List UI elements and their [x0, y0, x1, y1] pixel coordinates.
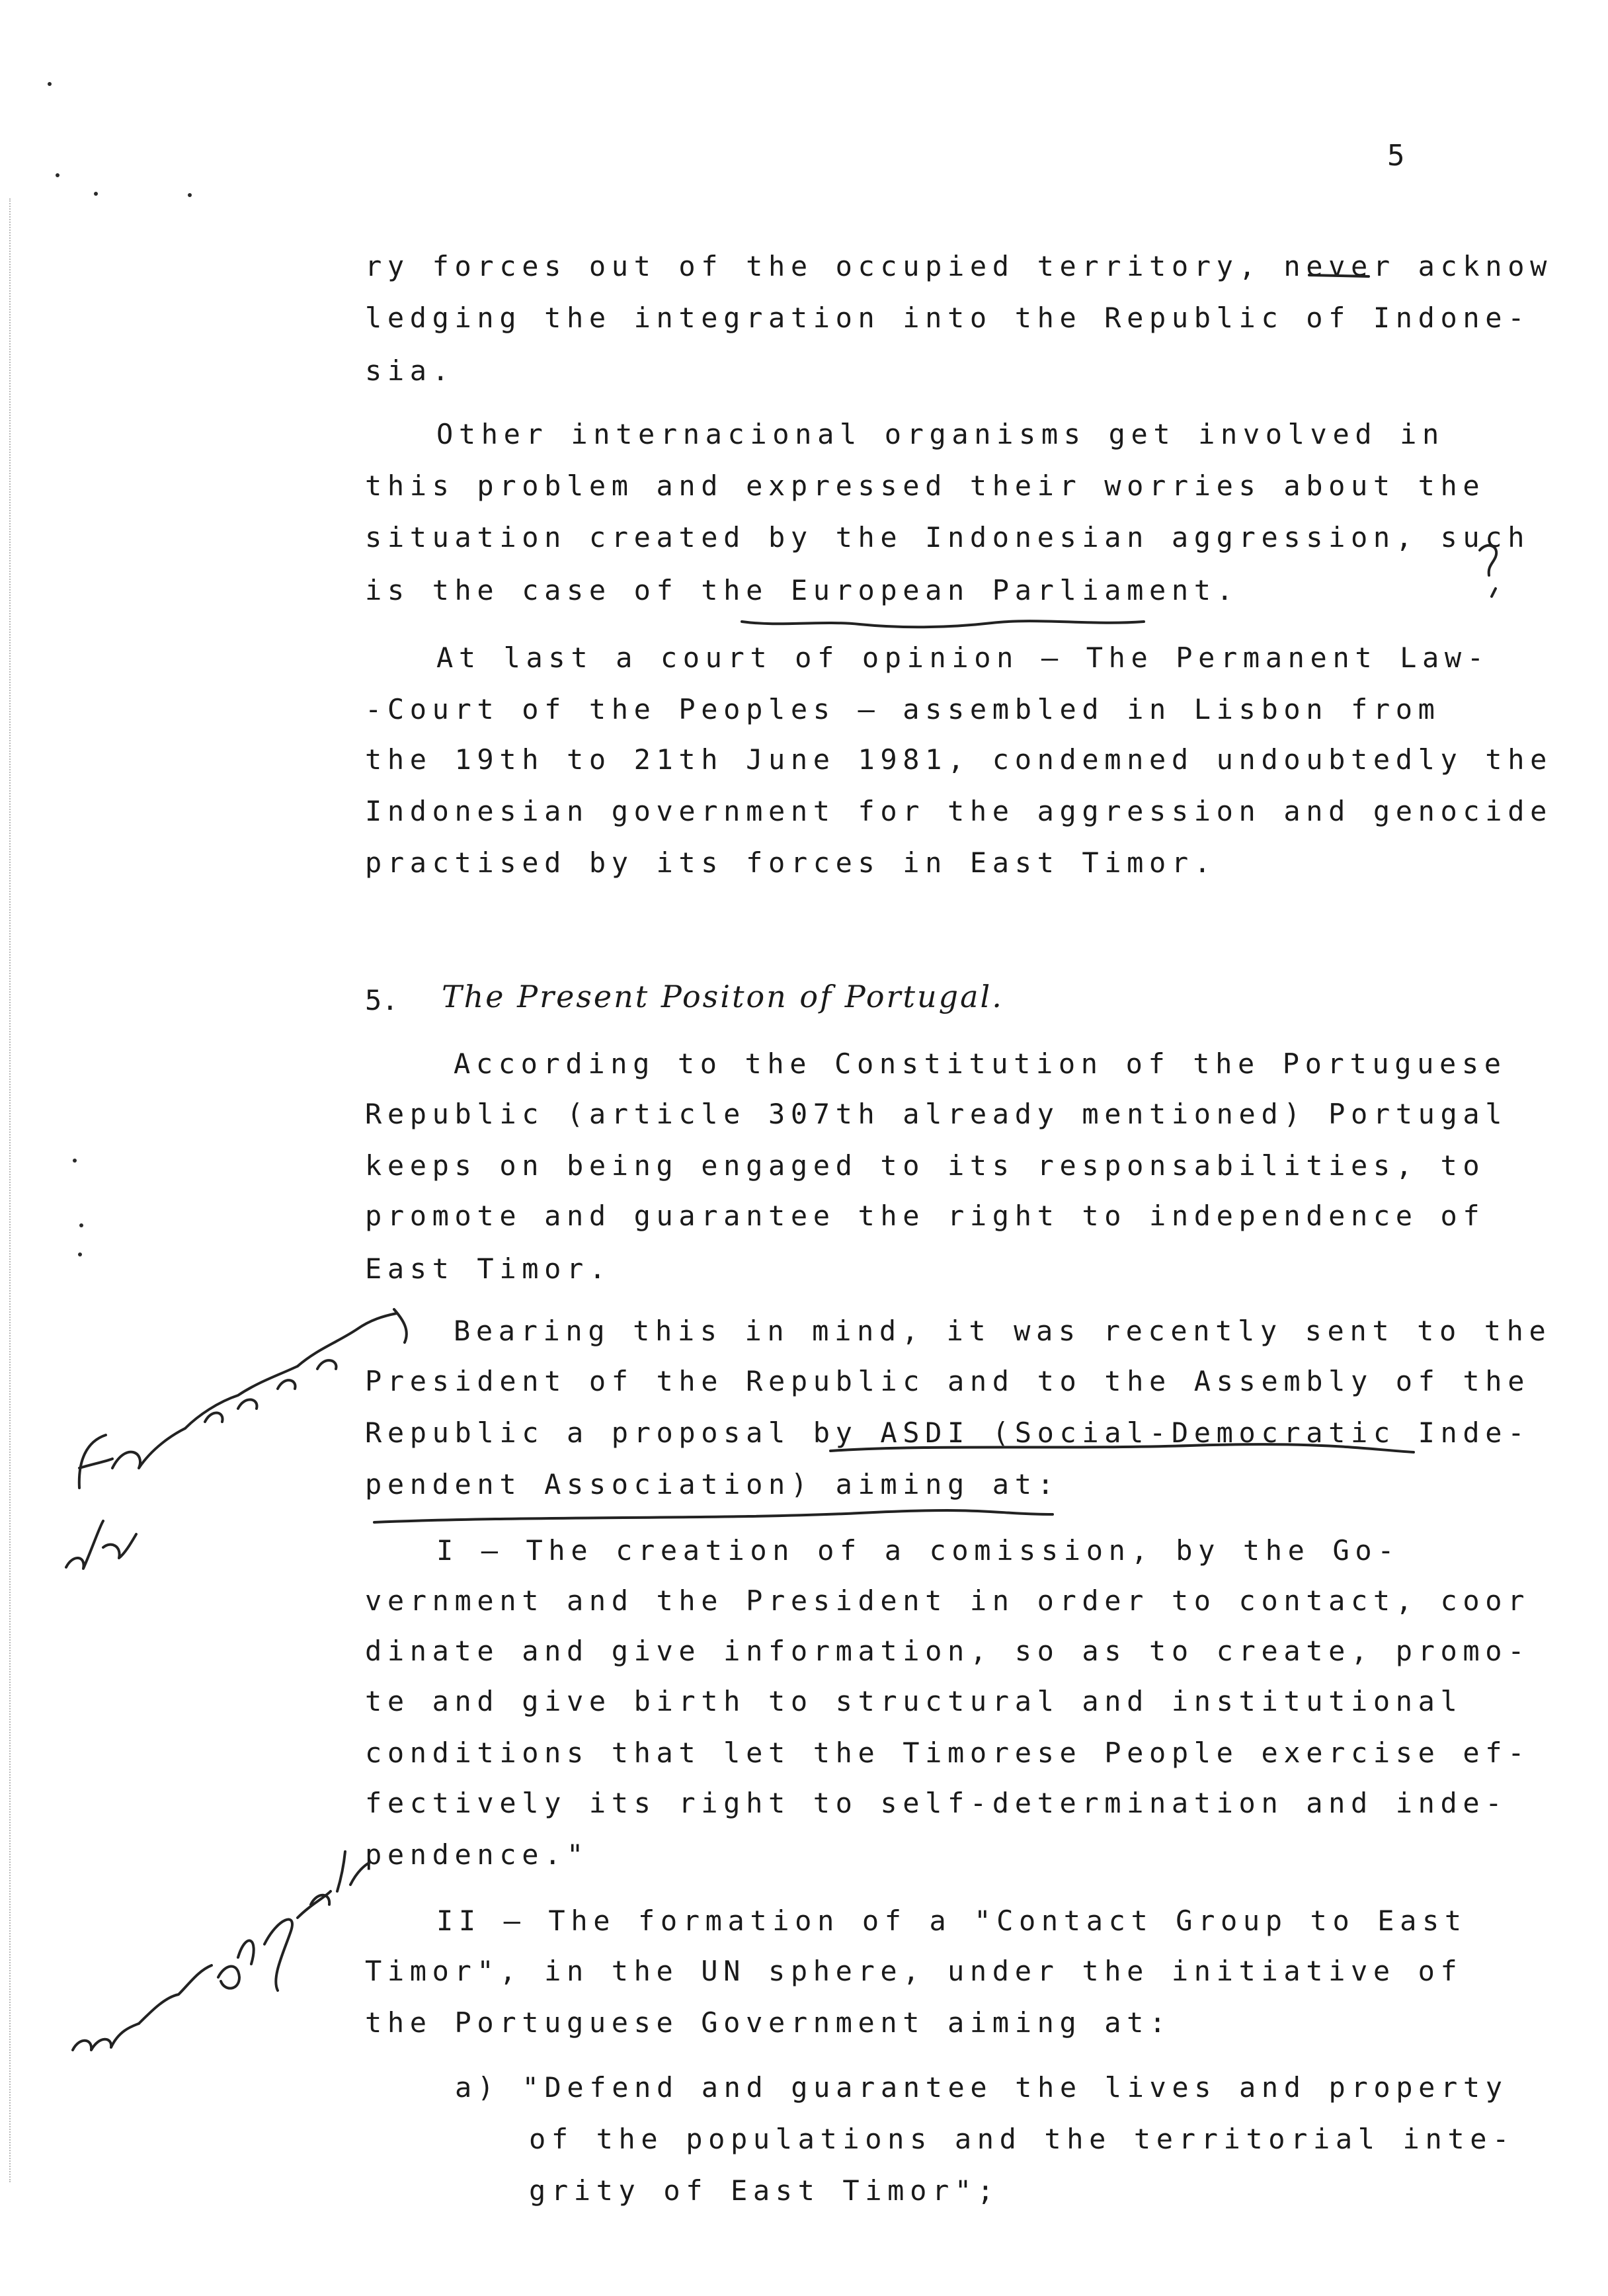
handwriting-scribble	[298, 1313, 397, 1366]
handwriting-scribble	[264, 1891, 331, 1990]
body-line: According to the Constitution of the Portuguese	[454, 1047, 1507, 1080]
handwriting-scribble	[185, 1366, 298, 1428]
handwriting-scribble	[218, 1941, 254, 1988]
underline-stroke	[742, 621, 1144, 627]
body-line: te and give birth to structural and institutional	[365, 1685, 1463, 1717]
underline-stroke	[374, 1510, 1053, 1522]
body-line: grity of East Timor";	[529, 2174, 1000, 2207]
body-line: vernment and the President in order to contact, coor	[365, 1584, 1531, 1617]
handwriting-scribble	[112, 1428, 185, 1468]
body-line: At last a court of opinion — The Permanent Law-	[436, 641, 1490, 674]
body-line: conditions that let the Timorese People exercise ef-	[365, 1737, 1531, 1769]
body-line: practised by its forces in East Timor.	[365, 846, 1217, 879]
handwriting-scribble	[79, 1435, 112, 1488]
question-mark-icon	[1480, 546, 1496, 575]
body-line: Republic a proposal by ASDI (Social-Democratic Inde-	[365, 1416, 1531, 1449]
handwriting-scribble	[205, 1399, 257, 1422]
body-line: Timor", in the UN sphere, under the initiative of	[365, 1955, 1463, 1987]
body-line: -Court of the Peoples — assembled in Lisbon from	[365, 693, 1441, 725]
section-title: The Present Positon of Portugal.	[442, 979, 1004, 1014]
body-line: Indonesian government for the aggression and genocide	[365, 795, 1552, 827]
body-line: II — The formation of a "Contact Group to East	[436, 1905, 1467, 1937]
body-line: President of the Republic and to the Assembly of the	[365, 1365, 1531, 1397]
body-line: Republic (article 307th already mentioned) Portugal	[365, 1098, 1508, 1130]
body-line: keeps on being engaged to its responsabilities, to	[365, 1149, 1486, 1182]
page-number: 5	[1387, 139, 1406, 173]
body-line: I — The creation of a comission, by the Go-	[436, 1534, 1400, 1567]
body-line: Bearing this in mind, it was recently sent to the	[454, 1315, 1552, 1347]
body-line: pendent Association) aiming at:	[365, 1468, 1060, 1500]
body-line: dinate and give information, so as to create, promo-	[365, 1635, 1531, 1667]
handwriting-scribble	[73, 2024, 139, 2050]
body-line: Other internacional organisms get involved in	[436, 418, 1445, 450]
handwriting-scribble	[311, 1852, 370, 1905]
handwriting-scribble	[278, 1360, 336, 1389]
body-line: this problem and expressed their worries about the	[365, 470, 1486, 502]
body-line: sia.	[365, 354, 455, 387]
body-line: the 19th to 21th June 1981, condemned undoubtedly the	[365, 743, 1552, 776]
body-line: pendence."	[365, 1838, 589, 1871]
body-line: is the case of the European Parliament.	[365, 574, 1239, 606]
question-mark-icon	[1492, 589, 1496, 596]
section-number: 5.	[365, 984, 399, 1016]
underline-stroke	[1309, 275, 1369, 276]
underline-stroke	[830, 1444, 1414, 1452]
handwriting-scribble	[66, 1521, 136, 1569]
body-line: the Portuguese Government aiming at:	[365, 2006, 1172, 2039]
body-line: of the populations and the territorial inte-	[529, 2123, 1515, 2155]
body-line: fectively its right to self-determination and inde-	[365, 1787, 1508, 1819]
body-line: ry forces out of the occupied territory, never acknow	[365, 250, 1552, 282]
body-line: situation created by the Indonesian aggression, such	[365, 521, 1531, 554]
body-line: a) "Defend and guarantee the lives and property	[455, 2071, 1508, 2104]
body-line: promote and guarantee the right to independence of	[365, 1200, 1486, 1232]
body-line: East Timor.	[365, 1252, 612, 1285]
body-line: ledging the integration into the Republic of Indone-	[365, 302, 1531, 334]
handwriting-scribble	[139, 1965, 212, 2024]
